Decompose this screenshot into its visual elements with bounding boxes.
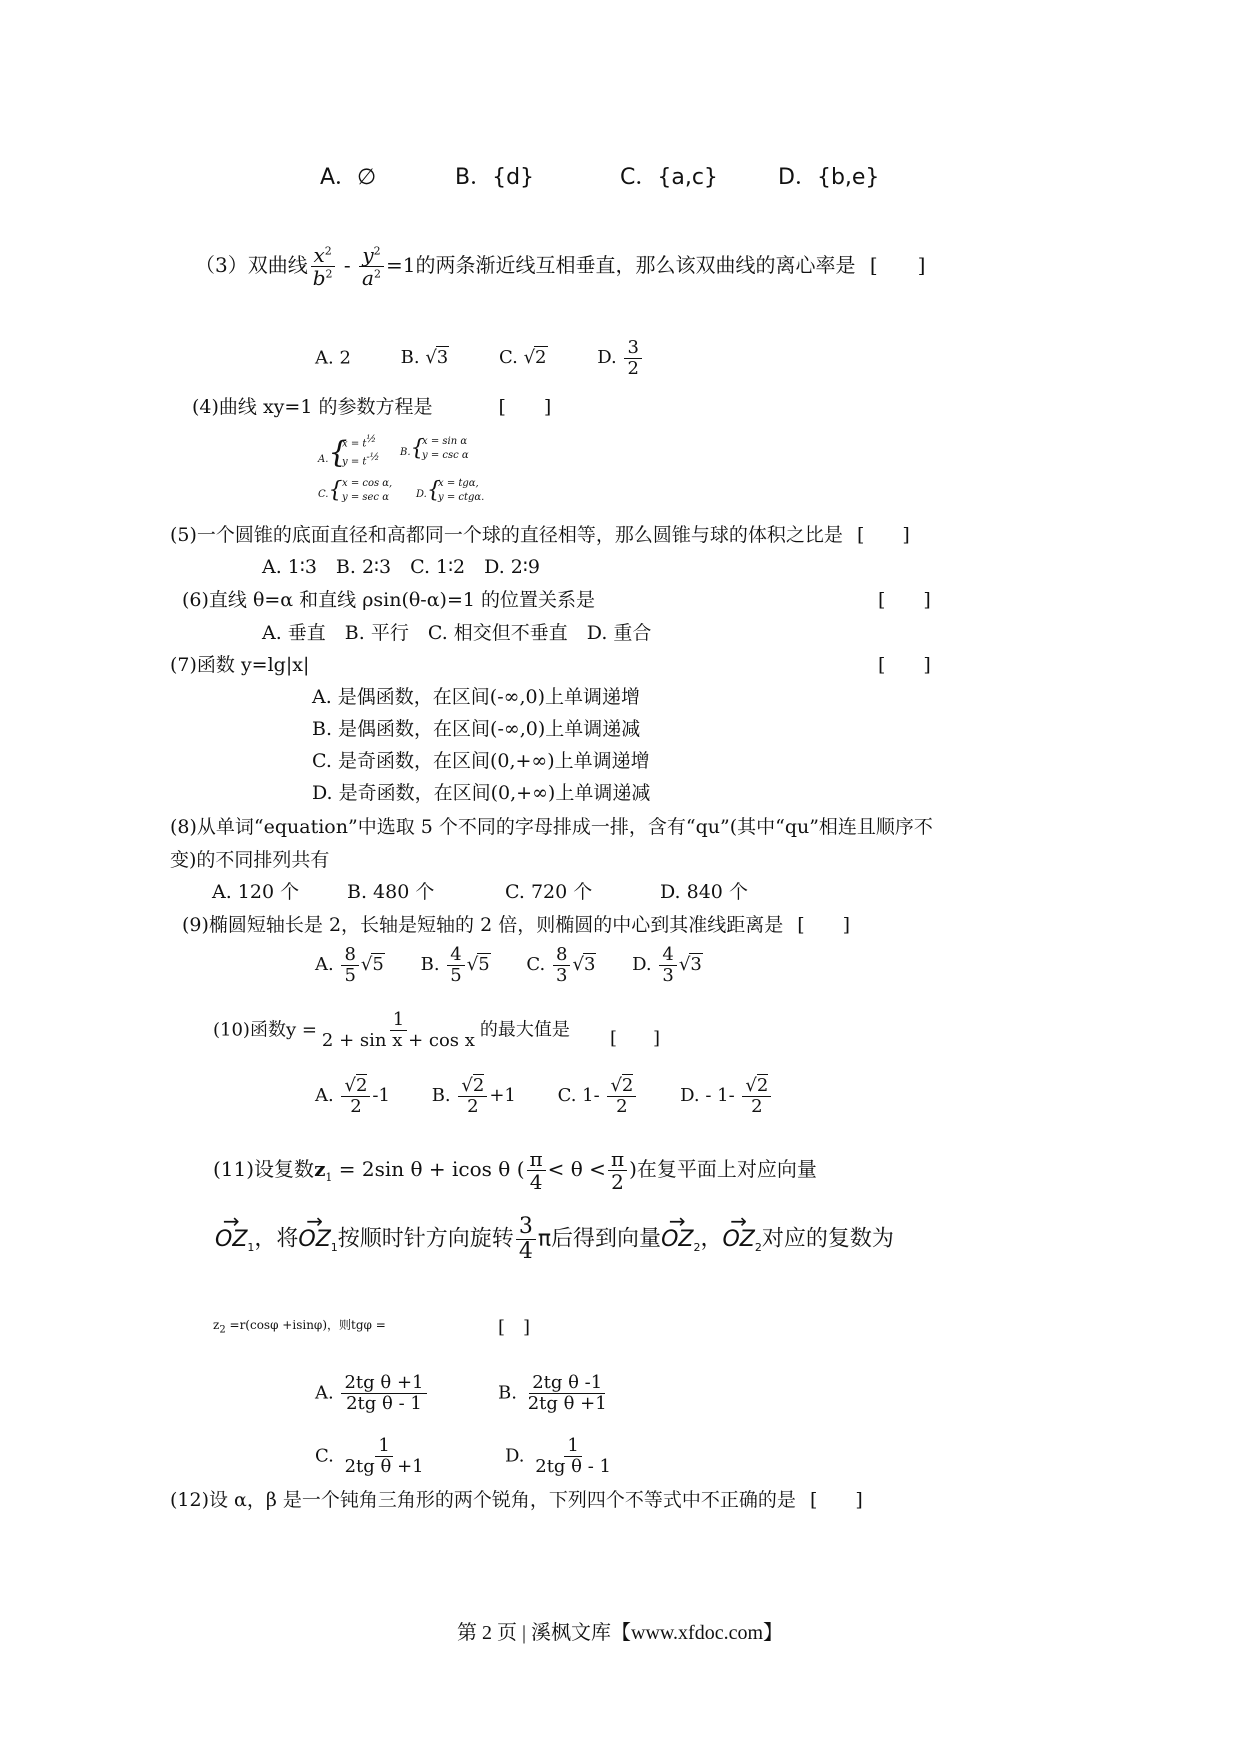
question-9 bbox=[182, 910, 850, 937]
q12-bracket: [ ] bbox=[809, 1489, 863, 1511]
q7-bracket: [ ] bbox=[878, 654, 931, 676]
q9-text: (9)椭圆短轴长是 2，长轴是短轴的 2 倍，则椭圆的中心到其准线距离是 bbox=[182, 914, 784, 936]
q8-option-b: B. 480 个 bbox=[347, 881, 435, 903]
question-8-line-2: 变)的不同排列共有 bbox=[170, 849, 330, 871]
question-11-line-3: $z_2 =r(\cos\varphi +isin\varphi)$，则tgφ = bbox=[213, 1318, 386, 1336]
q11-suffix: 在复平面上对应向量 bbox=[636, 1157, 817, 1181]
q4-option-b: B.{ bbox=[400, 436, 425, 461]
q4-option-c: C.{ bbox=[318, 478, 343, 503]
q3-options bbox=[315, 338, 644, 379]
q3-fraction-y: $\frac{y^2}{a^2}$ bbox=[359, 244, 384, 289]
q4-options-figure: A.{ $x = t^{\frac{1}{2}}$ $y = t^{-\frac{1}{2}}$ B.{ x = sin α y = csc α C.{ x = cos α, y = sec α D.{ x = tgα, y = ctgα. bbox=[318, 434, 485, 503]
q9-options bbox=[315, 945, 703, 986]
q9-option-a: A. $\frac{8}{5}$ √5 bbox=[315, 944, 384, 986]
q6-bracket: [ ] bbox=[878, 589, 931, 611]
q12-text: (12)设 α，β 是一个钝角三角形的两个锐角，下列四个不等式中不正确的是 bbox=[170, 1489, 796, 1511]
page-footer bbox=[0, 1616, 1240, 1645]
q8-option-d: D. 840 个 bbox=[660, 881, 748, 903]
q3-option-c: C. √2 bbox=[498, 347, 547, 369]
q10-option-b: B. $\frac{√2}{2}$ +1 bbox=[431, 1075, 516, 1117]
q3-suffix: 的两条渐近线互相垂直，那么该双曲线的离心率是 bbox=[415, 253, 856, 277]
q3-prefix: （3）双曲线 bbox=[195, 253, 308, 277]
q3-fraction-x: $\frac{x^2}{b^2}$ bbox=[310, 244, 336, 289]
q10-prefix: (10)函数y = bbox=[213, 1019, 317, 1041]
q10-bracket: [ ] bbox=[610, 1028, 661, 1049]
q4-bracket: [ ] bbox=[498, 396, 552, 418]
q11-option-d: D. $\frac{1}{\text{2tg θ - 1}}$ bbox=[505, 1435, 611, 1477]
q3-bracket: [ ] bbox=[869, 253, 926, 277]
q9-bracket: [ ] bbox=[797, 914, 851, 936]
q10-option-c: C. 1- $\frac{√2}{2}$ bbox=[558, 1085, 639, 1106]
footer-prefix: 第 2 页 | 溪枫文库【 bbox=[456, 1622, 631, 1644]
question-10 bbox=[213, 1010, 570, 1051]
q5-bracket: [ ] bbox=[856, 524, 910, 546]
q9-option-b: B. $\frac{4}{5}$ √5 bbox=[420, 944, 490, 986]
question-11-line-2: → $OZ_1$，将→ $OZ_1$按顺时针方向旋转 $\frac{3}{4}$ π后得到向量→ $OZ_2$，→ $OZ_2$对应的复数为 bbox=[215, 1215, 894, 1264]
q11-option-b: B. $\frac{\text{2tg θ -1}}{\text{2tg θ +1}}$ bbox=[498, 1372, 607, 1414]
q5-options: A. 1∶3 B. 2∶3 C. 1∶2 D. 2∶9 bbox=[262, 556, 540, 578]
q7-option-d: D. 是奇函数，在区间(0,+∞)上单调递减 bbox=[312, 782, 651, 804]
q8-option-c: C. 720 个 bbox=[505, 881, 593, 903]
q2-option-b: B．{d} bbox=[455, 165, 535, 190]
q4-text: (4)曲线 xy=1 的参数方程是 bbox=[192, 396, 433, 418]
question-4 bbox=[192, 392, 551, 419]
footer-suffix: 】 bbox=[763, 1622, 784, 1644]
q6-text: (6)直线 θ=α 和直线 ρsin(θ-α)=1 的位置关系是 bbox=[182, 589, 596, 611]
q7-option-c: C. 是奇函数，在区间(0,+∞)上单调递增 bbox=[312, 750, 650, 772]
question-7: (7)函数 y=lg|x| bbox=[170, 654, 310, 676]
q3-option-a: A. 2 bbox=[315, 347, 351, 369]
q11-bracket: [ ] bbox=[498, 1317, 531, 1338]
q4-option-d: D.{ bbox=[416, 478, 441, 503]
q2-option-d: D．{b,e} bbox=[778, 165, 880, 190]
q7-option-a: A. 是偶函数，在区间(-∞,0)上单调递增 bbox=[312, 686, 641, 708]
question-3: （3）双曲线 $\frac{x^2}{b^2}$ - $\frac{y^2}{a^2}$ =1的两条渐近线互相垂直，那么该双曲线的离心率是 [ ] bbox=[195, 243, 926, 290]
q10-fraction: $\frac{1}{\text{2 + sin x + cos x}}$ bbox=[321, 1009, 475, 1051]
q7-option-b: B. 是偶函数，在区间(-∞,0)上单调递减 bbox=[312, 718, 641, 740]
question-5 bbox=[170, 520, 910, 547]
question-6 bbox=[182, 585, 595, 612]
q10-option-d: D. - 1- $\frac{√2}{2}$ bbox=[680, 1085, 773, 1106]
q11-option-a: A. $\frac{\text{2tg θ +1}}{\text{2tg θ - 1}}$ bbox=[315, 1373, 429, 1414]
question-8-line-1: (8)从单词“equation”中选取 5 个不同的字母排成一排，含有“qu”(其中“qu”相连且顺序不 bbox=[170, 816, 933, 838]
q11-prefix: (11)设复数 bbox=[213, 1157, 315, 1181]
q2-option-c: C．{a,c} bbox=[620, 165, 718, 190]
q9-option-c: C. $\frac{8}{3}$ √3 bbox=[526, 944, 596, 986]
q10-suffix: 的最大值是 bbox=[479, 1019, 570, 1041]
q8-option-a: A. 120 个 bbox=[212, 881, 300, 903]
footer-site-link[interactable]: www.xfdoc.com bbox=[631, 1622, 764, 1644]
q9-option-d: D. $\frac{4}{3}$ √3 bbox=[632, 944, 702, 986]
q4-option-a: A.{ bbox=[318, 435, 348, 470]
q3-option-b: B. √3 bbox=[400, 347, 449, 369]
q2-option-a: A．∅ bbox=[320, 165, 377, 190]
q10-option-a: A. $\frac{√2}{2}$ -1 bbox=[315, 1075, 390, 1117]
q11-option-c: C. $\frac{1}{\text{2tg θ +1}}$ bbox=[315, 1435, 424, 1477]
q3-option-d: D. $\frac{3}{2}$ bbox=[597, 347, 644, 368]
q10-options bbox=[315, 1076, 773, 1117]
q6-options: A. 垂直 B. 平行 C. 相交但不垂直 D. 重合 bbox=[262, 622, 652, 644]
question-12 bbox=[170, 1485, 863, 1512]
question-11-line-1: (11)设复数$z_1 = 2\sin$ θ + icos θ ( $\frac{\pi}{4}$ < θ < $\frac{\pi}{2}$ )在复平面上对应向量 bbox=[213, 1147, 817, 1194]
q5-text: (5)一个圆锥的底面直径和高都同一个球的直径相等，那么圆锥与球的体积之比是 bbox=[170, 524, 843, 546]
